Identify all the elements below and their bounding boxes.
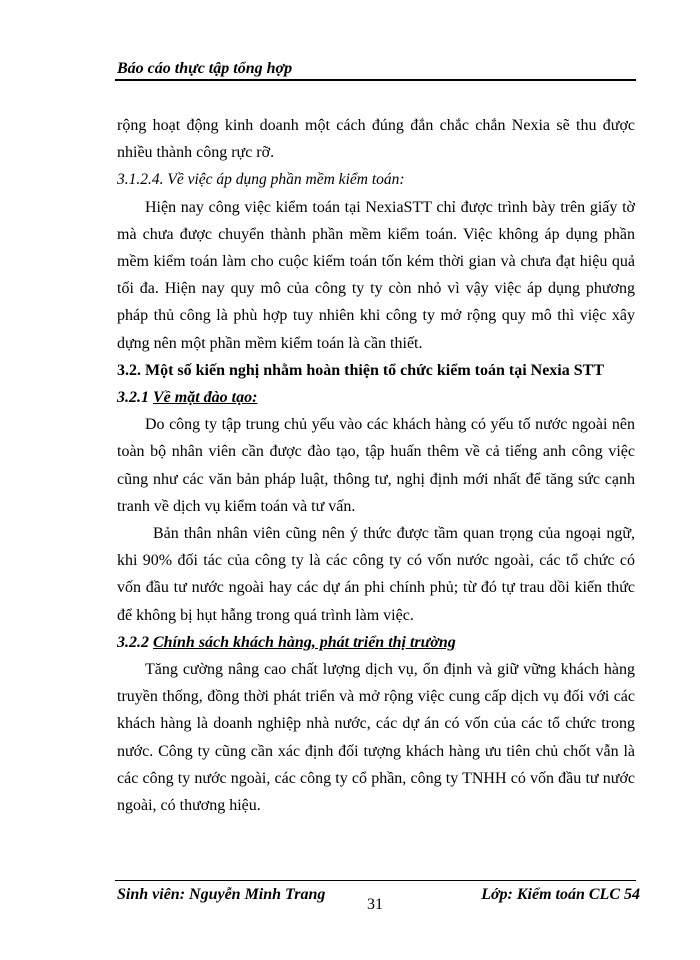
paragraph-customer-policy: Tăng cường nâng cao chất lượng dịch vụ, ổn định và giữ vững khách hàng truyền thống, đồng thời phát triển và mở rộng việc cung cấp dịch vụ đối với các khách hàng là doanh nghiệp nhà nước, các dự án có vốn của các tổ chức trong nước. Công ty cũng cần xác định đối tượng khách hàng ưu tiên chủ chốt vẫn là các công ty nước ngoài, các công ty cổ phần, công ty TNHH có vốn đầu tư nước ngoài, có thương hiệu. [117,661,635,815]
paragraph-software: Hiện nay công việc kiểm toán tại NexiaSTT chỉ được trình bày trên giấy tờ mà chưa được chuyển thành phần mềm kiểm toán. Việc không áp dụng phần mềm kiểm toán làm cho cuộc kiểm toán tốn kém thời gian và chưa đạt hiệu quả tối đa. Hiện nay quy mô của công ty ty còn nhỏ vì vậy việc áp dụng phương pháp thủ công là phù hợp tuy nhiên khi công ty mở rộng quy mô thì việc xây dựng nên một phần mềm kiểm toán là cần thiết. [117,198,635,352]
footer-rule [115,880,636,881]
page-body [117,112,635,819]
footer-student: Sinh viên: Nguyễn Minh Trang [117,886,326,903]
paragraph-training: Do công ty tập trung chủ yếu vào các khách hàng có yếu tố nước ngoài nên toàn bộ nhân viên cần được đào tạo, tập huấn thêm về cả tiếng anh công việc cũng như các văn bản pháp luật, thông tư, nghị định mới nhất để tăng sức cạnh tranh về dịch vụ kiểm toán và tư vấn. [117,416,635,515]
subsection-title: Về mặt đào tạo: [153,389,258,407]
subsection-heading-3-2-2 [117,629,635,656]
footer-class: Lớp: Kiểm toán CLC 54 [481,886,640,903]
subsection-number: 3.2.2 [117,633,153,651]
paragraph-foreign-language: Bản thân nhân viên cũng nên ý thức được tầm quan trọng của ngoại ngữ, khi 90% đối tác của công ty là các công ty có vốn nước ngoài, các tổ chức có vốn đầu tư nước ngoài hay các dự án phi chính phủ; từ đó tự trau dồi kiến thức để không bị hụt hẫng trong quá trình làm việc. [117,525,635,624]
paragraph-continued: rộng hoạt động kinh doanh một cách đúng đắn chắc chắn Nexia sẽ thu được nhiều thành công rực rỡ. [117,117,635,162]
subsection-number: 3.2.1 [117,389,153,407]
header-rule [115,79,636,81]
page-number: 31 [367,896,383,913]
subsection-heading-3-1-2-4: 3.1.2.4. Về việc áp dụng phần mềm kiểm toán: [117,171,405,189]
header-title: Báo cáo thực tập tổng hợp [117,60,293,77]
section-heading-3-2: 3.2. Một số kiến nghị nhằm hoàn thiện tổ chức kiểm toán tại Nexia STT [117,361,604,379]
subsection-heading-3-2-1 [117,384,635,411]
subsection-title: Chính sách khách hàng, phát triển thị trường [153,633,456,651]
